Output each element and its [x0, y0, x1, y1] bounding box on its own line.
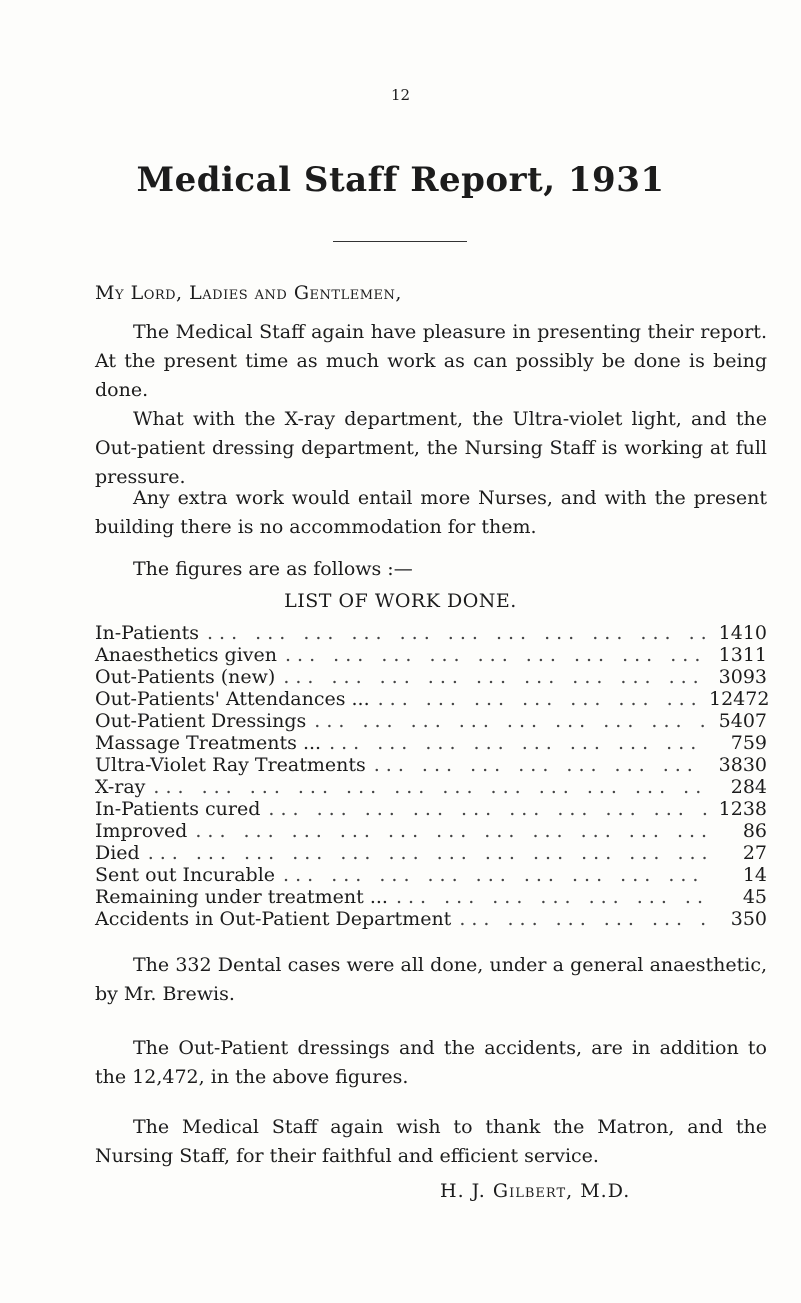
- list-item: [95, 732, 767, 754]
- item-value: 1410: [718, 622, 767, 644]
- item-value: 284: [730, 776, 767, 798]
- item-label: Accidents in Out-Patient Department: [95, 908, 452, 930]
- signature-initials: H. J.: [440, 1180, 486, 1202]
- leader-dots: [140, 842, 709, 864]
- leader-dots: [187, 820, 709, 842]
- workload-paragraph: What with the X-ray department, the Ultra-violet light, and the Out-patient dressing department, the Nursing Staff is working at full pressure.: [95, 408, 767, 488]
- list-item: [95, 864, 767, 886]
- list-item: [95, 842, 767, 864]
- title-divider: [333, 241, 467, 242]
- leader-dots: [388, 886, 709, 908]
- signature: [440, 1180, 630, 1202]
- list-item: [95, 776, 767, 798]
- thanks-paragraph: The Medical Staff again wish to thank the Matron, and the Nursing Staff, for their faithful and efficient service.: [95, 1116, 767, 1167]
- page-number: 12: [390, 86, 411, 104]
- item-label: Sent out Incurable: [95, 864, 276, 886]
- leader-dots: [199, 622, 709, 644]
- item-value: 27: [742, 842, 767, 864]
- list-item: [95, 754, 767, 776]
- item-label: Out-Patient Dressings: [95, 710, 307, 732]
- salutation: My Lord, Ladies and Gentlemen,: [95, 282, 402, 304]
- list-item: [95, 644, 767, 666]
- item-value: 3830: [718, 754, 767, 776]
- item-label: Ultra-Violet Ray Treatments: [95, 754, 366, 776]
- item-value: 3093: [718, 666, 767, 688]
- leader-dots: [145, 776, 709, 798]
- leader-dots: [275, 864, 709, 886]
- leader-dots: [275, 666, 709, 688]
- leader-dots: [451, 908, 709, 930]
- item-label: Died: [95, 842, 140, 864]
- list-item: [95, 908, 767, 930]
- leader-dots: [277, 644, 709, 666]
- leader-dots: [370, 688, 709, 710]
- leader-dots: [306, 710, 709, 732]
- signature-suffix: , M.D.: [566, 1180, 631, 1202]
- leader-dots: [260, 798, 709, 820]
- item-value: 45: [742, 886, 767, 908]
- item-label: Remaining under treatment ...: [95, 886, 388, 908]
- list-item: [95, 666, 767, 688]
- signature-surname: Gilbert: [492, 1180, 567, 1202]
- intro-paragraph: The Medical Staff again have pleasure in presenting their report. At the present time as much work as can possibly be done is being done.: [95, 321, 767, 401]
- leader-dots: [321, 732, 709, 754]
- dressings-note-paragraph: The Out-Patient dressings and the accidents, are in addition to the 12,472, in the above figures.: [95, 1037, 767, 1088]
- item-value: 350: [730, 908, 767, 930]
- item-value: 14: [742, 864, 767, 886]
- list-item: [95, 622, 767, 644]
- item-label: Out-Patients' Attendances ...: [95, 688, 370, 710]
- figures-intro-paragraph: The figures are as follows :—: [133, 558, 413, 580]
- list-item: [95, 820, 767, 842]
- item-label: Anaesthetics given: [95, 644, 277, 666]
- work-done-list: [95, 622, 770, 930]
- list-item: [95, 886, 767, 908]
- list-item: [95, 710, 767, 732]
- item-value: 759: [730, 732, 767, 754]
- list-item: [95, 688, 770, 710]
- item-label: Out-Patients (new): [95, 666, 276, 688]
- leader-dots: [366, 754, 709, 776]
- item-label: Improved: [95, 820, 188, 842]
- item-value: 86: [742, 820, 767, 842]
- item-value: 1238: [718, 798, 767, 820]
- item-value: 5407: [718, 710, 767, 732]
- list-item: [95, 798, 767, 820]
- item-label: In-Patients: [95, 622, 199, 644]
- item-value: 12472: [709, 688, 770, 710]
- accommodation-paragraph: Any extra work would entail more Nurses, and with the present building there is no accommodation for them.: [95, 487, 767, 538]
- dental-cases-paragraph: The 332 Dental cases were all done, under a general anaesthetic, by Mr. Brewis.: [95, 954, 767, 1005]
- list-heading: LIST OF WORK DONE.: [284, 590, 517, 612]
- item-label: X-ray: [95, 776, 146, 798]
- item-label: Massage Treatments ...: [95, 732, 322, 754]
- report-title: Medical Staff Report, 1931: [136, 160, 665, 200]
- item-label: In-Patients cured: [95, 798, 261, 820]
- item-value: 1311: [718, 644, 767, 666]
